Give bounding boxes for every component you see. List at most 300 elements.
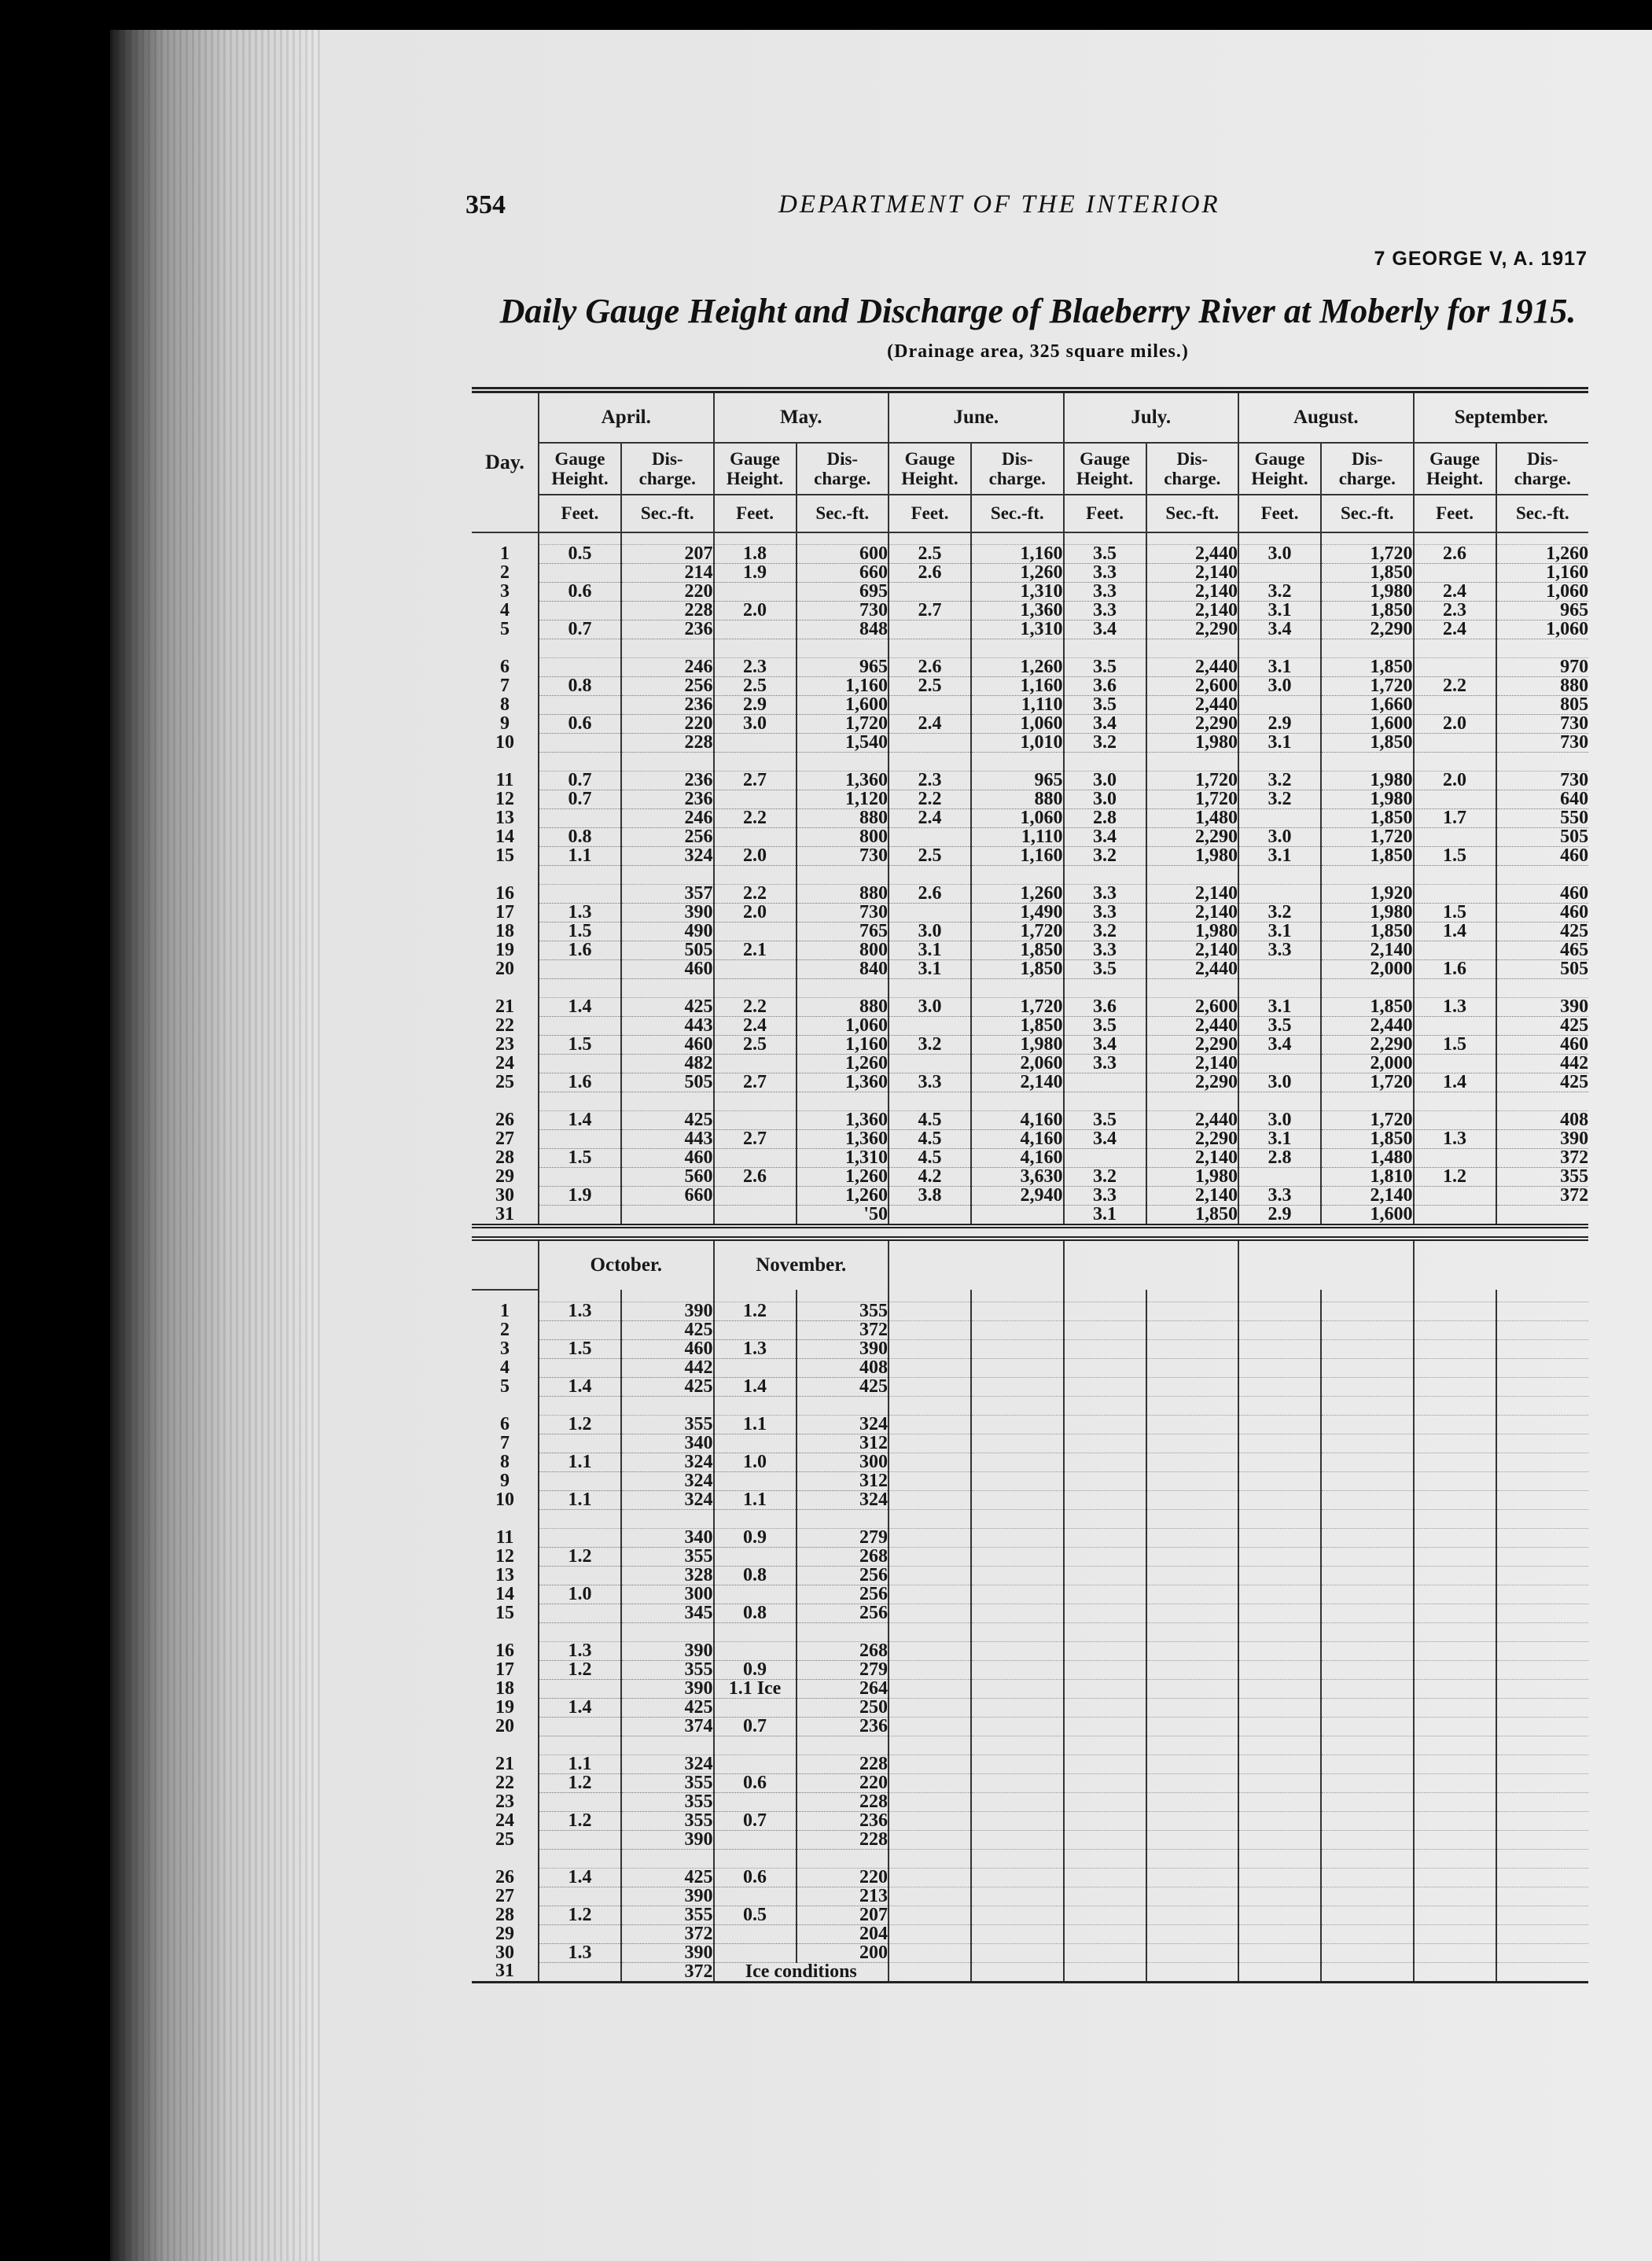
gauge-height-cell — [1414, 1111, 1496, 1130]
empty-cell — [1146, 1434, 1239, 1453]
empty-cell — [1146, 1962, 1239, 1982]
gauge-height-cell: 3.3 — [1064, 1187, 1146, 1206]
spacer-cell — [1496, 1092, 1589, 1111]
page-number: 354 — [465, 190, 506, 219]
discharge-cell: 1,850 — [1321, 922, 1414, 941]
empty-cell — [971, 1773, 1064, 1792]
gauge-height-cell — [714, 1471, 797, 1490]
discharge-header: Dis- charge. — [1146, 443, 1239, 495]
discharge-cell: 345 — [621, 1604, 714, 1622]
discharge-cell: 1,060 — [797, 1017, 889, 1036]
empty-cell — [971, 1792, 1064, 1811]
discharge-cell: 2,940 — [971, 1187, 1064, 1206]
gauge-height-cell: 0.5 — [714, 1906, 797, 1924]
day-number: 12 — [495, 1547, 514, 1566]
discharge-cell: 1,160 — [971, 677, 1064, 696]
empty-cell — [1238, 1717, 1321, 1736]
empty-cell — [1064, 1358, 1146, 1377]
gauge-height-cell: 2.0 — [1414, 771, 1496, 790]
empty-cell — [971, 1415, 1064, 1434]
gauge-height-cell: 3.0 — [1064, 790, 1146, 809]
table-row — [472, 847, 1588, 866]
spacer-cell — [971, 1622, 1064, 1641]
discharge-cell: 355 — [621, 1906, 714, 1924]
gauge-height-cell: 3.3 — [1064, 602, 1146, 620]
empty-cell — [1321, 1566, 1414, 1585]
discharge-cell: 256 — [797, 1604, 889, 1622]
spacer-cell — [1414, 1092, 1496, 1111]
discharge-cell: 390 — [621, 1641, 714, 1660]
discharge-cell: 880 — [1496, 677, 1589, 696]
discharge-cell: 1,110 — [971, 828, 1064, 847]
spacer-cell — [1496, 1290, 1589, 1302]
discharge-cell: 256 — [621, 828, 714, 847]
empty-cell — [1064, 1717, 1146, 1736]
discharge-cell: 1,720 — [1146, 790, 1239, 809]
spacer-cell — [1064, 979, 1146, 998]
gauge-height-cell: 4.5 — [889, 1149, 971, 1168]
empty-cell — [1146, 1415, 1239, 1434]
empty-cell — [1146, 1453, 1239, 1471]
empty-cell — [971, 1943, 1064, 1962]
spacer-cell — [797, 1736, 889, 1755]
gauge-height-cell — [1414, 1055, 1496, 1073]
day-number: 15 — [495, 1604, 514, 1622]
spacer-cell — [621, 1622, 714, 1641]
spacer-cell — [539, 1736, 621, 1755]
gauge-height-cell — [539, 1604, 621, 1622]
gauge-height-cell: 1.4 — [539, 1868, 621, 1887]
discharge-cell: 1,120 — [797, 790, 889, 809]
spacer-cell — [621, 1736, 714, 1755]
table-row — [472, 1830, 1588, 1849]
gauge-height-cell: 2.3 — [714, 658, 797, 677]
table-row — [472, 602, 1588, 620]
empty-cell — [889, 1962, 971, 1982]
spacer-cell — [1496, 1622, 1589, 1641]
empty-cell — [971, 1887, 1064, 1906]
empty-cell — [1496, 1773, 1589, 1792]
empty-cell — [1146, 1755, 1239, 1773]
discharge-cell: 300 — [797, 1453, 889, 1471]
spacer-cell — [971, 532, 1064, 545]
spacer-cell — [889, 1092, 971, 1111]
gauge-height-cell: 3.2 — [1238, 583, 1321, 602]
empty-cell — [971, 1566, 1064, 1585]
day-number: 23 — [495, 1792, 514, 1811]
day-number: 6 — [500, 657, 510, 677]
gauge-height-cell: 1.5 — [1414, 847, 1496, 866]
table-row — [472, 941, 1588, 960]
discharge-cell: 200 — [797, 1943, 889, 1962]
gauge-height-cell: 3.1 — [1238, 734, 1321, 753]
empty-cell — [1414, 1302, 1496, 1320]
discharge-cell: 880 — [797, 809, 889, 828]
gauge-height-cell: 2.2 — [889, 790, 971, 809]
spacer-cell — [1146, 532, 1239, 545]
empty-cell — [1146, 1604, 1239, 1622]
discharge-cell: 1,980 — [971, 1036, 1064, 1055]
spacer-cell — [714, 1092, 797, 1111]
discharge-cell: 355 — [621, 1811, 714, 1830]
spacer-cell — [889, 866, 971, 885]
gauge-height-cell — [1238, 564, 1321, 583]
discharge-cell: 460 — [1496, 885, 1589, 904]
discharge-cell: 372 — [1496, 1149, 1589, 1168]
gauge-height-cell — [714, 583, 797, 602]
gauge-height-cell — [714, 1641, 797, 1660]
discharge-cell — [971, 1206, 1064, 1227]
gauge-height-cell: 3.0 — [714, 715, 797, 734]
spacer-cell — [1146, 866, 1239, 885]
discharge-cell: 1,720 — [1321, 545, 1414, 564]
spacer-cell — [621, 1092, 714, 1111]
spacer-cell — [1496, 639, 1589, 658]
gauge-height-cell — [714, 1149, 797, 1168]
gauge-height-cell — [714, 1111, 797, 1130]
spacer-cell — [971, 1736, 1064, 1755]
discharge-cell: 1,720 — [971, 922, 1064, 941]
empty-cell — [889, 1566, 971, 1585]
gauge-height-cell: 1.9 — [714, 564, 797, 583]
discharge-cell: 1,310 — [971, 583, 1064, 602]
gauge-height-cell — [539, 1679, 621, 1698]
empty-cell — [1064, 1415, 1146, 1434]
empty-cell — [889, 1887, 971, 1906]
gauge-height-cell: 2.2 — [1414, 677, 1496, 696]
empty-cell — [1146, 1924, 1239, 1943]
spacer-cell — [539, 639, 621, 658]
discharge-cell: 425 — [1496, 1017, 1589, 1036]
discharge-cell: 3,630 — [971, 1168, 1064, 1187]
discharge-cell: 695 — [797, 583, 889, 602]
spacer-cell — [472, 1290, 539, 1302]
empty-cell — [1238, 1773, 1321, 1792]
empty-cell — [1414, 1566, 1496, 1585]
gauge-height-cell: 1.5 — [539, 922, 621, 941]
spacer-cell — [714, 639, 797, 658]
spacer-cell — [621, 532, 714, 545]
empty-cell — [1321, 1585, 1414, 1604]
empty-month-header — [1414, 1239, 1589, 1290]
gauge-height-cell: 2.6 — [714, 1168, 797, 1187]
empty-cell — [1238, 1453, 1321, 1471]
discharge-cell: 730 — [797, 847, 889, 866]
discharge-cell: 970 — [1496, 658, 1589, 677]
empty-cell — [889, 1773, 971, 1792]
day-number: 2 — [500, 563, 510, 583]
discharge-cell: 1,480 — [1321, 1149, 1414, 1168]
empty-cell — [1064, 1868, 1146, 1887]
month-header-october: October. — [539, 1239, 714, 1290]
spacer-cell — [1414, 1622, 1496, 1641]
empty-cell — [1064, 1585, 1146, 1604]
empty-cell — [1238, 1490, 1321, 1509]
gauge-height-cell — [889, 620, 971, 639]
discharge-cell: 765 — [797, 922, 889, 941]
spacer-cell — [621, 639, 714, 658]
empty-cell — [1064, 1453, 1146, 1471]
gauge-height-cell: 1.1 — [539, 1453, 621, 1471]
drainage-area-note: (Drainage area, 325 square miles.) — [887, 341, 1189, 362]
empty-cell — [1238, 1962, 1321, 1982]
empty-cell — [889, 1490, 971, 1509]
gauge-height-cell: 3.0 — [1238, 1073, 1321, 1092]
spacer-cell — [714, 1396, 797, 1415]
empty-cell — [971, 1679, 1064, 1698]
spacer-cell — [714, 979, 797, 998]
spacer-cell — [1146, 1849, 1239, 1868]
gauge-height-cell: 2.5 — [889, 545, 971, 564]
day-number: 26 — [495, 1110, 514, 1130]
spacer-cell — [472, 1622, 539, 1641]
empty-cell — [1321, 1320, 1414, 1339]
empty-cell — [1064, 1887, 1146, 1906]
discharge-cell: 390 — [621, 1887, 714, 1906]
empty-cell — [1496, 1377, 1589, 1396]
spacer-cell — [714, 1622, 797, 1641]
empty-cell — [971, 1358, 1064, 1377]
spacer-cell — [714, 866, 797, 885]
empty-cell — [1238, 1887, 1321, 1906]
discharge-cell: 1,720 — [971, 998, 1064, 1017]
gauge-height-cell: 2.6 — [889, 564, 971, 583]
spacer-cell — [539, 866, 621, 885]
gauge-height-cell — [539, 1528, 621, 1547]
table-row — [472, 1490, 1588, 1509]
empty-cell — [1321, 1453, 1414, 1471]
discharge-cell: 482 — [621, 1055, 714, 1073]
spacer-cell — [797, 1396, 889, 1415]
empty-cell — [1496, 1755, 1589, 1773]
gauge-height-cell — [1414, 1206, 1496, 1227]
discharge-cell: 1,850 — [1321, 998, 1414, 1017]
spacer-cell — [1496, 866, 1589, 885]
gauge-height-cell: 2.3 — [889, 771, 971, 790]
gauge-height-cell: 3.2 — [1064, 847, 1146, 866]
day-number: 7 — [500, 676, 510, 696]
discharge-cell: 390 — [621, 1830, 714, 1849]
discharge-cell: 2,440 — [1321, 1017, 1414, 1036]
table-row — [472, 1755, 1588, 1773]
empty-cell — [1496, 1943, 1589, 1962]
empty-cell — [1064, 1962, 1146, 1982]
gauge-height-cell: 0.8 — [539, 677, 621, 696]
spacer-cell — [1321, 866, 1414, 885]
empty-cell — [1496, 1962, 1589, 1982]
gauge-height-cell — [714, 922, 797, 941]
gauge-height-cell: 3.3 — [889, 1073, 971, 1092]
spacer-cell — [1146, 979, 1239, 998]
discharge-cell: 2,440 — [1146, 545, 1239, 564]
discharge-cell: 2,000 — [1321, 1055, 1414, 1073]
discharge-cell: 425 — [1496, 1073, 1589, 1092]
discharge-cell: 1,850 — [1321, 602, 1414, 620]
gauge-height-cell: 3.0 — [1238, 677, 1321, 696]
spacer-cell — [889, 1849, 971, 1868]
spacer-cell — [889, 979, 971, 998]
gauge-height-cell: 1.3 — [539, 1641, 621, 1660]
spacer-cell — [1238, 1736, 1321, 1755]
day-number: 19 — [495, 941, 514, 960]
gauge-height-cell: 3.3 — [1064, 564, 1146, 583]
empty-cell — [1146, 1566, 1239, 1585]
gauge-height-cell — [714, 620, 797, 639]
discharge-cell: 4,160 — [971, 1130, 1064, 1149]
sec-ft-unit-label: Sec.-ft. — [1496, 495, 1589, 532]
day-number: 11 — [495, 771, 514, 790]
month-header-november: November. — [714, 1239, 889, 1290]
gauge-table-april-september — [472, 387, 1588, 1228]
gauge-height-cell — [889, 1206, 971, 1227]
month-header-july: July. — [1064, 390, 1239, 443]
day-number: 29 — [495, 1167, 514, 1187]
sec-ft-unit-label: Sec.-ft. — [621, 495, 714, 532]
gauge-height-cell: 3.3 — [1064, 885, 1146, 904]
discharge-cell: 228 — [621, 602, 714, 620]
sec-ft-unit-label: Sec.-ft. — [1146, 495, 1239, 532]
empty-cell — [889, 1830, 971, 1849]
gauge-height-cell: 3.2 — [1238, 771, 1321, 790]
discharge-cell: 372 — [621, 1962, 714, 1982]
empty-cell — [1414, 1434, 1496, 1453]
table-row — [472, 1149, 1588, 1168]
spacer-cell — [889, 1622, 971, 1641]
gauge-height-cell: 1.4 — [539, 1377, 621, 1396]
gauge-height-cell: 2.3 — [1414, 602, 1496, 620]
gauge-height-cell — [539, 1792, 621, 1811]
day-number: 4 — [500, 1358, 510, 1377]
empty-cell — [1146, 1830, 1239, 1849]
discharge-cell: 2,140 — [1146, 1149, 1239, 1168]
spacer-cell — [1414, 639, 1496, 658]
empty-cell — [1414, 1585, 1496, 1604]
gauge-height-cell: 2.9 — [714, 696, 797, 715]
spacer-cell — [1064, 1849, 1146, 1868]
discharge-cell: 1,260 — [971, 885, 1064, 904]
gauge-height-cell: 0.6 — [714, 1773, 797, 1792]
feet-unit-label: Feet. — [1238, 495, 1321, 532]
gauge-height-cell: 2.5 — [714, 1036, 797, 1055]
empty-cell — [1146, 1585, 1239, 1604]
day-number: 17 — [495, 1660, 514, 1679]
gauge-height-cell: 1.4 — [714, 1377, 797, 1396]
discharge-cell: 965 — [1496, 602, 1589, 620]
gauge-height-cell — [539, 1566, 621, 1585]
discharge-cell: 355 — [621, 1415, 714, 1434]
gauge-height-cell — [1414, 790, 1496, 809]
discharge-cell: 324 — [621, 1755, 714, 1773]
month-header-september: September. — [1414, 390, 1589, 443]
empty-cell — [1414, 1604, 1496, 1622]
discharge-cell: 1,110 — [971, 696, 1064, 715]
gauge-height-cell: 3.4 — [1064, 715, 1146, 734]
table-row — [472, 1811, 1588, 1830]
empty-cell — [889, 1604, 971, 1622]
gauge-height-cell: 2.9 — [1238, 1206, 1321, 1227]
day-number: 11 — [495, 1528, 514, 1547]
table-row — [472, 1641, 1588, 1660]
spacer-cell — [1064, 753, 1146, 771]
table-row — [472, 545, 1588, 564]
empty-cell — [889, 1811, 971, 1830]
gauge-height-cell: 1.3 — [539, 1302, 621, 1320]
day-number: 26 — [495, 1868, 514, 1887]
empty-cell — [1064, 1604, 1146, 1622]
empty-cell — [1146, 1377, 1239, 1396]
empty-cell — [1064, 1528, 1146, 1547]
empty-cell — [1238, 1924, 1321, 1943]
gauge-height-cell: 3.4 — [1238, 620, 1321, 639]
empty-cell — [1146, 1547, 1239, 1566]
empty-cell — [1414, 1868, 1496, 1887]
gauge-height-cell: 3.5 — [1064, 1017, 1146, 1036]
gauge-height-cell: 2.1 — [714, 941, 797, 960]
empty-cell — [1496, 1679, 1589, 1698]
gauge-height-cell: 1.5 — [539, 1149, 621, 1168]
discharge-cell: 805 — [1496, 696, 1589, 715]
gauge-height-cell: 1.6 — [539, 941, 621, 960]
empty-cell — [1238, 1339, 1321, 1358]
discharge-cell: 220 — [621, 715, 714, 734]
table-row — [472, 1187, 1588, 1206]
gauge-height-cell: 3.0 — [889, 998, 971, 1017]
empty-cell — [1064, 1566, 1146, 1585]
gauge-height-cell: 1.6 — [539, 1073, 621, 1092]
gauge-height-cell — [1414, 1149, 1496, 1168]
spacer-cell — [797, 532, 889, 545]
empty-cell — [1321, 1339, 1414, 1358]
discharge-cell: 1,850 — [971, 960, 1064, 979]
gauge-height-cell — [714, 1924, 797, 1943]
empty-cell — [889, 1698, 971, 1717]
empty-cell — [1238, 1868, 1321, 1887]
discharge-cell: 268 — [797, 1641, 889, 1660]
discharge-cell: 279 — [797, 1528, 889, 1547]
gauge-height-cell: 3.5 — [1064, 545, 1146, 564]
gauge-height-cell — [539, 1168, 621, 1187]
session-line: 7 GEORGE V, A. 1917 — [1374, 248, 1588, 270]
discharge-cell: 2,440 — [1146, 696, 1239, 715]
gauge-height-cell: 1.2 — [539, 1906, 621, 1924]
discharge-cell: 1,600 — [1321, 1206, 1414, 1227]
gauge-height-cell: 1.3 — [539, 904, 621, 922]
gauge-height-cell — [1238, 1168, 1321, 1187]
table-row — [472, 1547, 1588, 1566]
empty-cell — [889, 1377, 971, 1396]
discharge-cell: 460 — [621, 960, 714, 979]
gauge-height-cell: 1.0 — [539, 1585, 621, 1604]
day-column-header — [472, 1239, 539, 1290]
table-row — [472, 1358, 1588, 1377]
spacer-cell — [714, 1849, 797, 1868]
day-number: 19 — [495, 1698, 514, 1717]
gauge-height-cell: 1.3 — [1414, 998, 1496, 1017]
table-row — [472, 1566, 1588, 1585]
empty-cell — [1238, 1906, 1321, 1924]
empty-month-header — [1064, 1239, 1239, 1290]
feet-unit-label: Feet. — [889, 495, 971, 532]
spacer-cell — [621, 1396, 714, 1415]
discharge-cell: 236 — [621, 696, 714, 715]
gauge-height-cell: 3.0 — [1238, 1111, 1321, 1130]
table-row — [472, 1528, 1588, 1547]
empty-cell — [1414, 1641, 1496, 1660]
empty-cell — [889, 1547, 971, 1566]
discharge-cell: 460 — [1496, 904, 1589, 922]
table-row — [472, 583, 1588, 602]
empty-cell — [971, 1585, 1064, 1604]
